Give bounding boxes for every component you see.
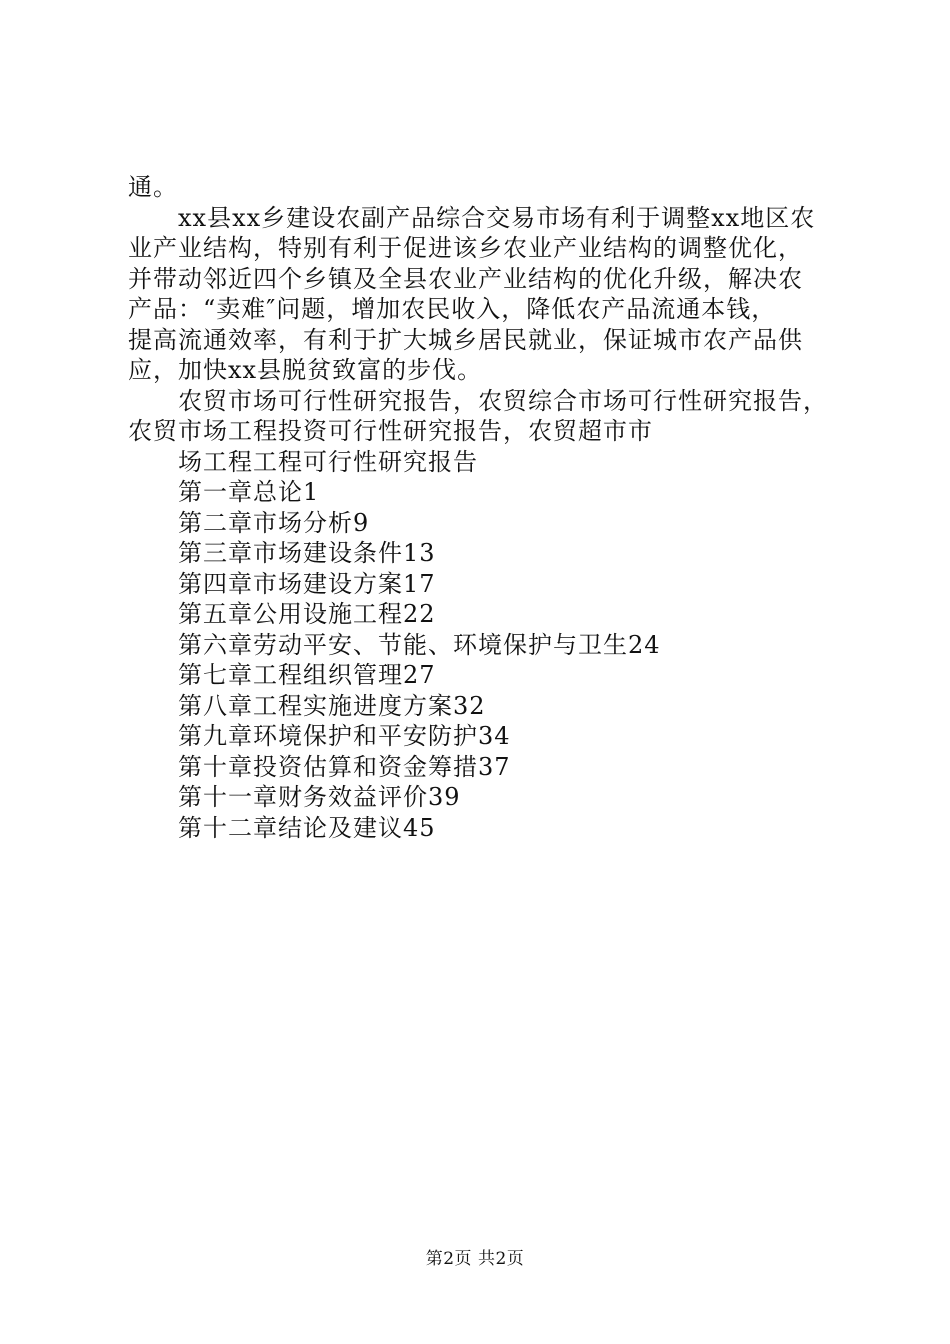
- toc-item: 第十章投资估算和资金筹措37: [178, 752, 511, 781]
- toc-item: 第六章劳动平安、节能、环境保护与卫生24: [178, 630, 661, 659]
- toc-item: 第十一章财务效益评价39: [178, 783, 461, 811]
- toc-item: 第四章市场建设方案17: [178, 569, 436, 598]
- table-of-contents: [128, 477, 838, 843]
- toc-item: 第三章市场建设条件13: [178, 539, 436, 567]
- toc-item: 第一章总论1: [178, 478, 320, 506]
- paragraph-line: 农贸市场工程投资可行性研究报告，农贸超市市: [128, 417, 653, 445]
- toc-item: 第八章工程实施进度方案32: [178, 691, 486, 720]
- paragraph-line: 并带动邻近四个乡镇及全县农业产业结构的优化升级，解决农: [128, 264, 803, 293]
- paragraph-line: 农贸市场可行性研究报告，农贸综合市场可行性研究报告，: [178, 386, 828, 415]
- toc-item: 第五章公用设施工程22: [178, 600, 436, 628]
- paragraph-continuation-line: 通。: [128, 173, 178, 201]
- paragraph-line: 应，加快xx县脱贫致富的步伐。: [128, 356, 483, 384]
- paragraph-line: 场工程工程可行性研究报告: [178, 447, 478, 476]
- toc-item: 第二章市场分析9: [178, 508, 370, 537]
- document-body: [128, 172, 838, 843]
- page-footer: 第2页 共2页: [425, 1249, 525, 1269]
- toc-item: 第七章工程组织管理27: [178, 661, 436, 689]
- paragraph-line: 提高流通效率，有利于扩大城乡居民就业，保证城市农产品供: [128, 325, 803, 354]
- paragraph-line: 产品：“卖难″问题，增加农民收入，降低农产品流通本钱，: [128, 295, 777, 323]
- toc-item: 第十二章结论及建议45: [178, 813, 436, 842]
- toc-item: 第九章环境保护和平安防护34: [178, 722, 511, 750]
- paragraph-line: 业产业结构，特别有利于促进该乡农业产业结构的调整优化，: [128, 234, 803, 262]
- paragraph-line: xx县xx乡建设农副产品综合交易市场有利于调整xx地区农: [178, 203, 816, 232]
